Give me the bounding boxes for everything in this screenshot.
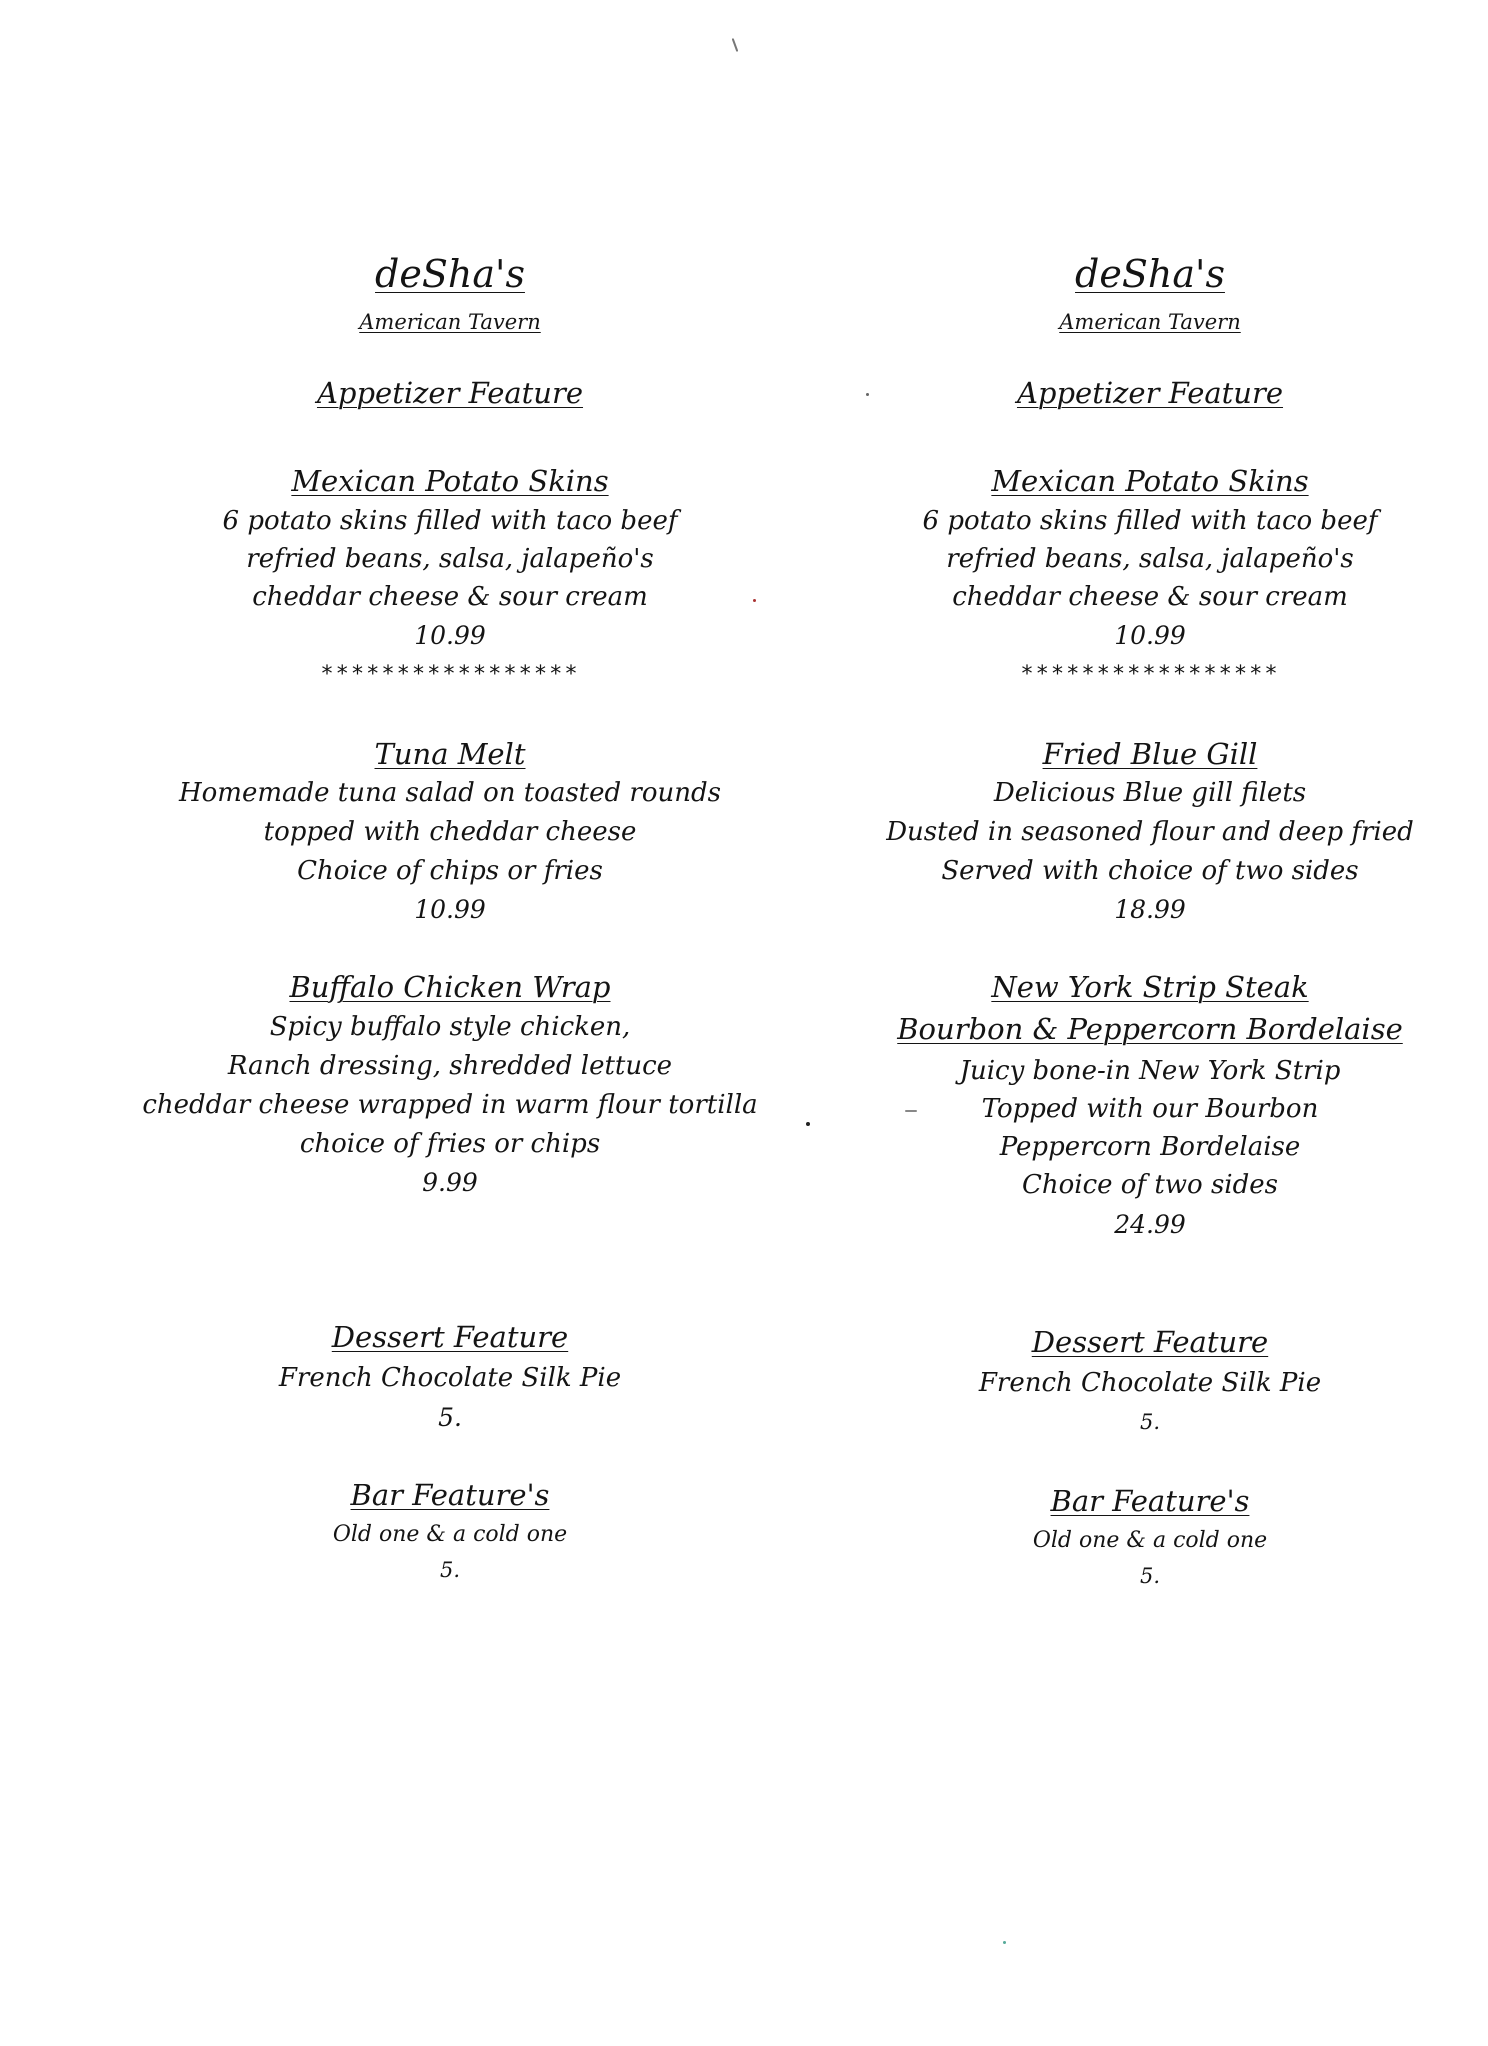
scan-speck <box>753 599 756 602</box>
item-description: cheddar cheese & sour cream <box>952 582 1348 612</box>
item-description: Dusted in seasoned flour and deep fried <box>886 817 1414 847</box>
bar-item-name: Old one & a cold one <box>332 1522 568 1547</box>
item-name-subtitle: Bourbon & Peppercorn Bordelaise <box>897 1012 1403 1046</box>
item-price: 18.99 <box>1114 895 1186 924</box>
dessert-heading: Dessert Feature <box>1031 1325 1269 1359</box>
bar-price: 5. <box>1139 1564 1161 1588</box>
item-name: Mexican Potato Skins <box>991 464 1309 498</box>
item-description: Topped with our Bourbon <box>981 1094 1319 1124</box>
brand-name: deSha's <box>375 252 525 296</box>
brand-name: deSha's <box>1075 252 1225 296</box>
item-description: cheddar cheese & sour cream <box>252 582 648 612</box>
item-description: refried beans, salsa, jalapeño's <box>946 544 1354 574</box>
item-name: New York Strip Steak <box>991 970 1309 1004</box>
item-name: Tuna Melt <box>374 737 526 771</box>
brand-tagline: American Tavern <box>359 310 541 334</box>
appetizer-heading: Appetizer Feature <box>316 376 584 410</box>
item-description: Ranch dressing, shredded lettuce <box>227 1051 673 1081</box>
item-description: 6 potato skins filled with taco beef <box>222 506 678 536</box>
scan-speck <box>1003 1941 1006 1944</box>
item-description: Choice of chips or fries <box>297 856 603 886</box>
dessert-name: French Chocolate Silk Pie <box>978 1368 1322 1398</box>
scan-speck <box>866 393 869 396</box>
bar-heading: Bar Feature's <box>1050 1484 1250 1518</box>
dessert-price: 5. <box>438 1403 462 1432</box>
item-description: Homemade tuna salad on toasted rounds <box>178 778 721 808</box>
item-price: 10.99 <box>414 895 486 924</box>
item-description: Served with choice of two sides <box>941 856 1359 886</box>
dessert-name: French Chocolate Silk Pie <box>278 1363 622 1393</box>
item-name: Mexican Potato Skins <box>291 464 609 498</box>
appetizer-heading: Appetizer Feature <box>1016 376 1284 410</box>
left-menu <box>140 0 760 1700</box>
divider: ***************** <box>320 662 580 687</box>
item-name: Fried Blue Gill <box>1042 737 1258 771</box>
bar-item-name: Old one & a cold one <box>1032 1528 1268 1553</box>
item-description: Delicious Blue gill filets <box>993 778 1307 808</box>
divider: ***************** <box>1020 662 1280 687</box>
item-name: Buffalo Chicken Wrap <box>289 970 611 1004</box>
item-description: refried beans, salsa, jalapeño's <box>246 544 654 574</box>
bar-price: 5. <box>439 1558 461 1582</box>
item-description: 6 potato skins filled with taco beef <box>922 506 1378 536</box>
item-price: 9.99 <box>422 1168 478 1197</box>
item-price: 10.99 <box>414 621 486 650</box>
item-description: cheddar cheese wrapped in warm flour tortilla <box>142 1090 758 1120</box>
scan-speck <box>806 1122 810 1126</box>
brand-tagline: American Tavern <box>1059 310 1241 334</box>
bar-heading: Bar Feature's <box>350 1478 550 1512</box>
item-description: Juicy bone-in New York Strip <box>959 1056 1341 1086</box>
scan-speck <box>905 1110 917 1112</box>
item-description: Peppercorn Bordelaise <box>999 1132 1301 1162</box>
item-price: 10.99 <box>1114 621 1186 650</box>
item-description: topped with cheddar cheese <box>263 817 637 847</box>
item-description: Spicy buffalo style chicken, <box>269 1012 631 1042</box>
item-description: choice of fries or chips <box>299 1129 601 1159</box>
item-description: Choice of two sides <box>1021 1170 1278 1200</box>
dessert-price: 5. <box>1139 1410 1161 1434</box>
right-menu <box>840 0 1460 1700</box>
item-price: 24.99 <box>1114 1210 1186 1239</box>
dessert-heading: Dessert Feature <box>331 1320 569 1354</box>
